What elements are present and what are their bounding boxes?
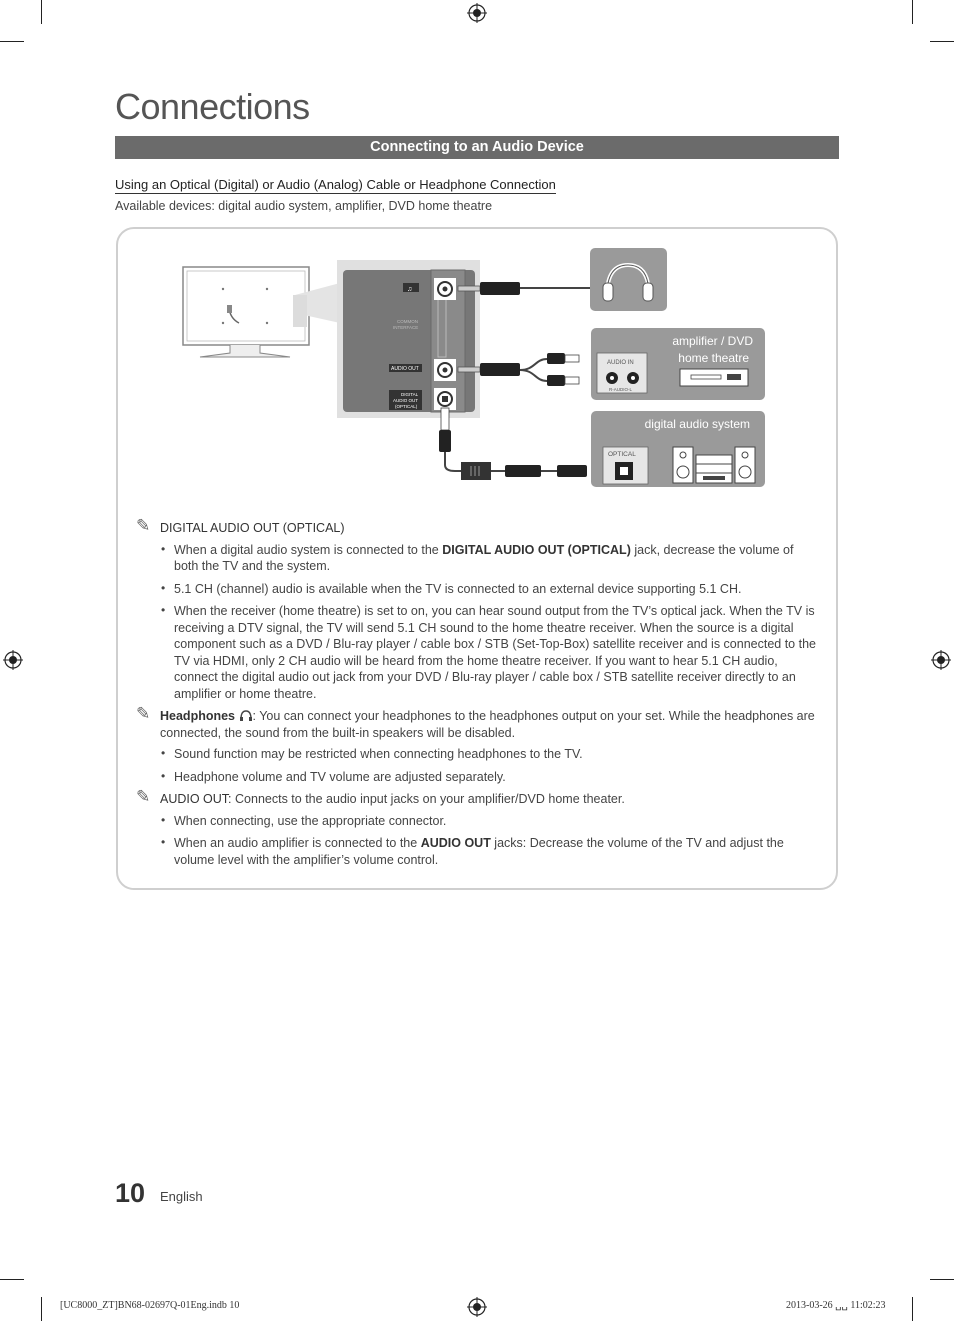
label-interface: INTERFACE [393,325,419,330]
crop-mark [912,1297,913,1321]
optical-label: OPTICAL [608,451,636,458]
list-item: • When an audio amplifier is connected to the AUDIO OUT jacks: Decrease the volume of the TV and adjust the volume level with the amplifier’s volume control. [174,835,820,868]
label-common: COMMON [397,319,418,324]
crop-mark [41,0,42,24]
pencil-note-icon: ✎ [136,516,151,535]
notes-section [136,514,820,874]
bullet-list [136,746,820,785]
list-item: • When the receiver (home theatre) is set to on, you can hear sound output from the TV’s optical jack. When the TV is receiving a DTV signal, the TV will send 5.1 CH sound to the home theatre receiver. When the source is a digital component such as a DVD / Blu-ray player / cable box / STB (Set-Top-Box) satellite receiver and is connected to the TV via HDMI, only 2 CH audio will be heard from the home theatre receiver. If you want to hear 5.1 CH audio, connect the digital audio out jack from your DVD / Blu-ray player / cable box / STB satellite receiver directly to an amplifier or home theatre. [174,603,820,702]
tv-rear-icon [183,267,309,357]
note-title: AUDIO OUT: [160,792,232,806]
registration-mark-icon [931,650,951,670]
label-digital: DIGITAL [401,392,419,397]
note-digital-audio-out [136,516,820,537]
list-item: • Headphone volume and TV volume are adjusted separately. [174,769,820,786]
audio-in-label: AUDIO IN [607,360,634,366]
bullet-list [136,813,820,869]
page-title: Connections [115,86,310,127]
section-title-bar: Connecting to an Audio Device [115,136,839,159]
bullet-list [136,542,820,703]
note-title: DIGITAL AUDIO OUT (OPTICAL) [160,521,345,535]
crop-mark [0,41,24,42]
pencil-note-icon: ✎ [136,787,151,806]
note-audio-out: ✎ AUDIO OUT: Connects to the audio input jacks on your amplifier/DVD home theater. [136,787,625,806]
print-date-info: 2013-03-26 ␣␣ 11:02:23 [786,1300,886,1311]
crop-mark [930,41,954,42]
crop-mark [0,1279,24,1280]
note-headphones: ✎ Headphones : You can connect your headphones to the headphones output on your set. While the headphones are connected, the sound from the built-in speakers will be disabled. [136,704,815,740]
tv-jack-panel [337,260,480,418]
pencil-note-icon: ✎ [136,704,151,723]
note-title: Headphones [160,709,236,723]
list-item: • When a digital audio system is connected to the DIGITAL AUDIO OUT (OPTICAL) jack, decrease the volume of both the TV and the system. [174,542,820,575]
dvd-player-icon [680,369,748,386]
digital-audio-system-label: digital audio system [644,417,750,431]
page-language: English [160,1189,203,1204]
print-file-info: [UC8000_ZT]BN68-02697Q-01Eng.indb 10 [60,1300,240,1311]
list-item: • When connecting, use the appropriate connector. [174,813,820,830]
digital-audio-system-device [591,411,765,487]
crop-mark [930,1279,954,1280]
label-audio-out: AUDIO OUT [391,366,419,372]
subheading: Using an Optical (Digital) or Audio (Analog) Cable or Headphone Connection [115,177,556,192]
crop-mark [912,0,913,24]
registration-mark-icon [3,650,23,670]
amplifier-device [591,328,765,400]
page-number: 10 [115,1178,146,1208]
available-devices-text: Available devices: digital audio system, amplifier, DVD home theatre [115,199,493,213]
svg-text:♫: ♫ [407,286,413,293]
label-digital-audio-out: AUDIO OUT [393,398,419,403]
optical-cable [439,408,587,480]
home-theatre-label: home theatre [678,351,749,365]
crop-mark [41,1297,42,1321]
headphones-icon [239,709,253,722]
list-item: • Sound function may be restricted when connecting headphones to the TV. [174,746,820,763]
list-item: • 5.1 CH (channel) audio is available when the TV is connected to an external device supporting 5.1 CH. [174,581,820,598]
r-audio-l-label: R-AUDIO-L [609,387,633,392]
label-optical: (OPTICAL) [395,404,418,409]
amplifier-label: amplifier / DVD [672,334,753,348]
connection-diagram [175,243,775,493]
headphones-device [590,248,667,311]
registration-mark-icon [467,1297,487,1317]
inline-bold: AUDIO OUT [420,836,491,850]
registration-mark-icon [467,3,487,23]
inline-bold: DIGITAL AUDIO OUT (OPTICAL) [442,542,631,557]
